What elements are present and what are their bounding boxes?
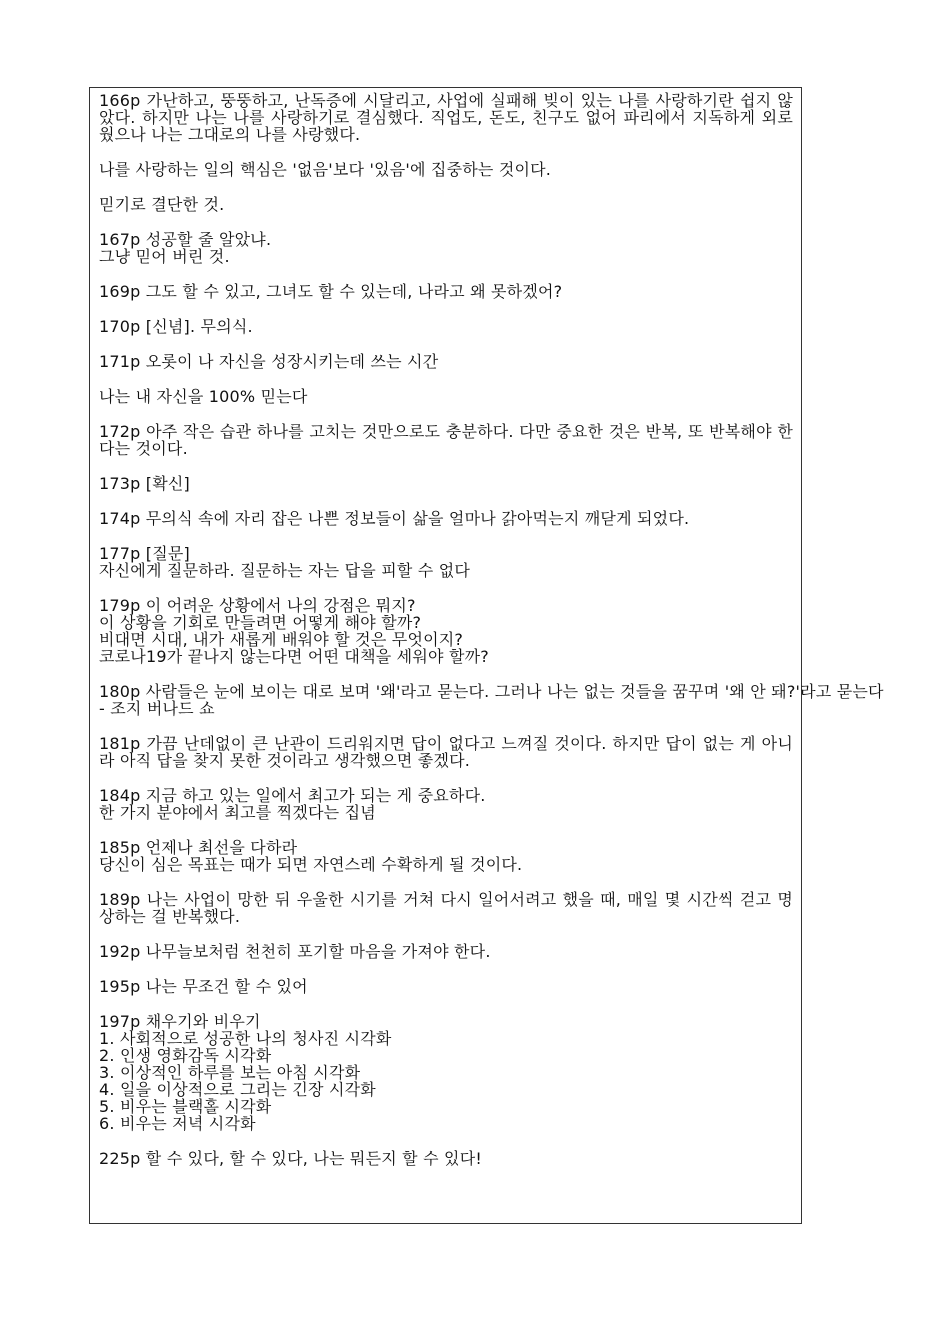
note-paragraph (99, 353, 793, 370)
note-line: 믿기로 결단한 것. (99, 195, 225, 214)
note-paragraph (99, 682, 884, 718)
note-line: 171p 오롯이 나 자신을 성장시키는데 쓰는 시간 (99, 352, 439, 371)
note-line: 189p 나는 사업이 망한 뒤 우울한 시기를 거쳐 다시 일어서려고 했을 때, 매일 몇 시간씩 걷고 명상하는 걸 반복했다. (99, 890, 793, 926)
note-paragraph (99, 891, 793, 925)
note-line: 6. 비우는 저녁 시각화 (99, 1114, 256, 1133)
note-line: 2. 인생 영화감독 시각화 (99, 1046, 272, 1065)
note-line: 174p 무의식 속에 자리 잡은 나쁜 정보들이 삶을 얼마나 갉아먹는지 깨닫게 되었다. (99, 509, 690, 528)
note-line: 177p [질문] (99, 544, 190, 563)
note-paragraph (99, 92, 793, 143)
note-line: 179p 이 어려운 상황에서 나의 강점은 뭐지? (99, 596, 416, 615)
note-paragraph (99, 475, 793, 492)
note-line: 225p 할 수 있다, 할 수 있다, 나는 뭐든지 할 수 있다! (99, 1149, 482, 1168)
note-paragraph (99, 231, 793, 265)
note-line: 180p 사람들은 눈에 보이는 대로 보며 '왜'라고 묻는다. 그러나 나는 없는 것들을 꿈꾸며 '왜 안 돼?'라고 묻는다 (99, 682, 884, 701)
note-line: 1. 사회적으로 성공한 나의 청사진 시각화 (99, 1029, 392, 1048)
note-paragraph (99, 943, 793, 960)
note-paragraph (99, 161, 793, 178)
note-paragraph (99, 423, 793, 457)
note-line: 173p [확신] (99, 474, 190, 493)
note-line: 그냥 믿어 버린 것. (99, 247, 230, 266)
note-line: 192p 나무늘보처럼 천천히 포기할 마음을 가져야 한다. (99, 942, 491, 961)
note-paragraph (99, 839, 793, 873)
note-line: 166p 가난하고, 뚱뚱하고, 난독증에 시달리고, 사업에 실패해 빚이 있는 나를 사랑하기란 쉽지 않았다. 하지만 나는 나를 사랑하기로 결심했다. 직업도, 돈도, 친구도 없어 파리에서 지독하게 외로웠으나 나는 그대로의 나를 사랑했다. (99, 91, 793, 144)
note-paragraph (99, 283, 793, 300)
note-line: 자신에게 질문하라. 질문하는 자는 답을 피할 수 없다 (99, 561, 471, 580)
note-line: 185p 언제나 최선을 다하라 (99, 838, 298, 857)
note-line: 비대면 시대, 내가 새롭게 배워야 할 것은 무엇이지? (99, 630, 464, 649)
note-line: 170p [신념]. 무의식. (99, 317, 253, 336)
note-line: 181p 가끔 난데없이 큰 난관이 드리워지면 답이 없다고 느껴질 것이다. 하지만 답이 없는 게 아니라 아직 답을 찾지 못한 것이라고 생각했으면 좋겠다. (99, 734, 793, 770)
note-line: 나는 내 자신을 100% 믿는다 (99, 387, 308, 406)
note-line: 3. 이상적인 하루를 보는 아침 시각화 (99, 1063, 361, 1082)
note-line: 172p 아주 작은 습관 하나를 고치는 것만으로도 충분하다. 다만 중요한 것은 반복, 또 반복해야 한다는 것이다. (99, 422, 793, 458)
note-line: 당신이 심은 목표는 때가 되면 자연스레 수확하게 될 것이다. (99, 855, 523, 874)
note-paragraph (99, 787, 793, 821)
note-paragraph (99, 597, 793, 665)
note-line: 4. 일을 이상적으로 그리는 긴장 시각화 (99, 1080, 376, 1099)
note-line: 197p 채우기와 비우기 (99, 1012, 261, 1031)
note-content (99, 91, 884, 1185)
note-line: 나를 사랑하는 일의 핵심은 '없음'보다 '있음'에 집중하는 것이다. (99, 160, 552, 179)
note-line: 167p 성공할 줄 알았냐. (99, 230, 272, 249)
note-line: 한 가지 분야에서 최고를 찍겠다는 집념 (99, 803, 376, 822)
note-paragraph (99, 318, 793, 335)
note-paragraph (99, 735, 793, 769)
note-box (89, 87, 884, 1224)
note-paragraph (99, 545, 793, 579)
note-line: 195p 나는 무조건 할 수 있어 (99, 977, 308, 996)
note-line: 이 상황을 기회로 만들려면 어떻게 해야 할까? (99, 613, 422, 632)
note-paragraph (99, 1013, 793, 1132)
note-paragraph (99, 510, 793, 527)
note-line: 코로나19가 끝나지 않는다면 어떤 대책을 세워야 할까? (99, 647, 489, 666)
note-line: - 조지 버나드 쇼 (99, 699, 215, 718)
note-line: 184p 지금 하고 있는 일에서 최고가 되는 게 중요하다. (99, 786, 486, 805)
note-line: 5. 비우는 블랙홀 시각화 (99, 1097, 272, 1116)
note-paragraph (99, 388, 793, 405)
note-paragraph (99, 196, 793, 213)
note-paragraph (99, 1150, 793, 1167)
note-line: 169p 그도 할 수 있고, 그녀도 할 수 있는데, 나라고 왜 못하겠어? (99, 282, 563, 301)
note-paragraph (99, 978, 793, 995)
